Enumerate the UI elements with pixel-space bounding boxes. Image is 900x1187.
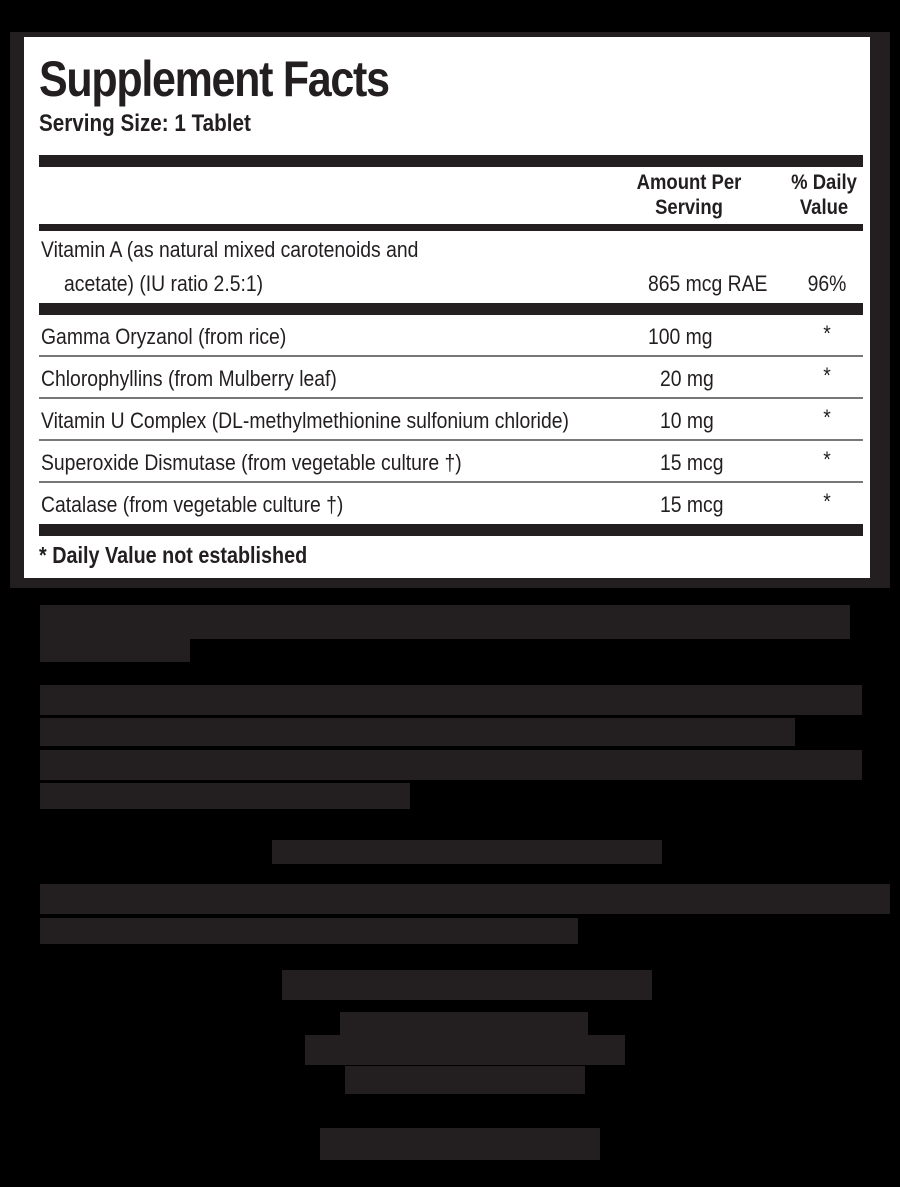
divider-thick-top <box>39 155 863 167</box>
row-divider <box>39 481 863 483</box>
obscured-address-line <box>282 970 652 1000</box>
nutrient-name: Superoxide Dismutase (from vegetable culture †) <box>41 450 462 475</box>
column-header-daily-value <box>784 170 863 220</box>
nutrient-amount: 100 mg <box>648 324 713 349</box>
row-divider <box>39 355 863 357</box>
page-title: Supplement Facts <box>39 51 389 107</box>
nutrient-daily-value: * <box>823 489 831 514</box>
obscured-address-line <box>305 1035 625 1065</box>
nutrient-amount: 865 mcg RAE <box>648 271 768 296</box>
supplement-facts-body <box>24 37 870 578</box>
column-header-dv-line1: % Daily <box>791 171 857 194</box>
nutrient-name: Gamma Oryzanol (from rice) <box>41 324 287 349</box>
obscured-heading-line <box>272 840 662 864</box>
nutrient-name: Vitamin U Complex (DL-methylmethionine sulfonium chloride) <box>41 408 569 433</box>
obscured-paragraph-line <box>40 685 862 715</box>
nutrient-amount: 15 mcg <box>660 450 724 475</box>
nutrient-name: Vitamin A (as natural mixed carotenoids and <box>41 237 419 262</box>
nutrient-amount: 10 mg <box>660 408 714 433</box>
obscured-paragraph-line <box>40 918 578 944</box>
divider-thick-mid <box>39 303 863 315</box>
nutrient-daily-value: * <box>823 405 831 430</box>
nutrient-amount: 15 mcg <box>660 492 724 517</box>
obscured-address-line <box>345 1066 585 1094</box>
obscured-paragraph-line <box>40 884 890 914</box>
daily-value-footnote: * Daily Value not established <box>39 542 308 568</box>
row-divider <box>39 397 863 399</box>
obscured-product-code <box>320 1128 600 1160</box>
obscured-paragraph-line <box>40 638 190 662</box>
nutrient-amount: 20 mg <box>660 366 714 391</box>
divider-thick-bottom <box>39 524 863 536</box>
nutrient-name: Catalase (from vegetable culture †) <box>41 492 344 517</box>
divider-header <box>39 224 863 231</box>
column-header-dv-line2: Value <box>799 196 849 219</box>
obscured-paragraph-line <box>40 605 850 639</box>
nutrient-daily-value: * <box>823 447 831 472</box>
nutrient-daily-value: * <box>823 363 831 388</box>
serving-size: Serving Size: 1 Tablet <box>39 110 251 137</box>
column-header-amount <box>632 170 746 220</box>
row-divider <box>39 439 863 441</box>
nutrient-daily-value: 96% <box>807 271 847 296</box>
obscured-paragraph-line <box>40 783 410 809</box>
column-header-amount-line2: Serving <box>655 196 723 219</box>
nutrient-name: Chlorophyllins (from Mulberry leaf) <box>41 366 337 391</box>
nutrient-name-continued: acetate) (IU ratio 2.5:1) <box>64 271 264 296</box>
obscured-paragraph-line <box>40 718 795 746</box>
supplement-facts-panel <box>16 34 877 581</box>
nutrient-daily-value: * <box>823 321 831 346</box>
obscured-paragraph-line <box>40 750 862 780</box>
column-header-amount-line1: Amount Per <box>636 171 742 194</box>
